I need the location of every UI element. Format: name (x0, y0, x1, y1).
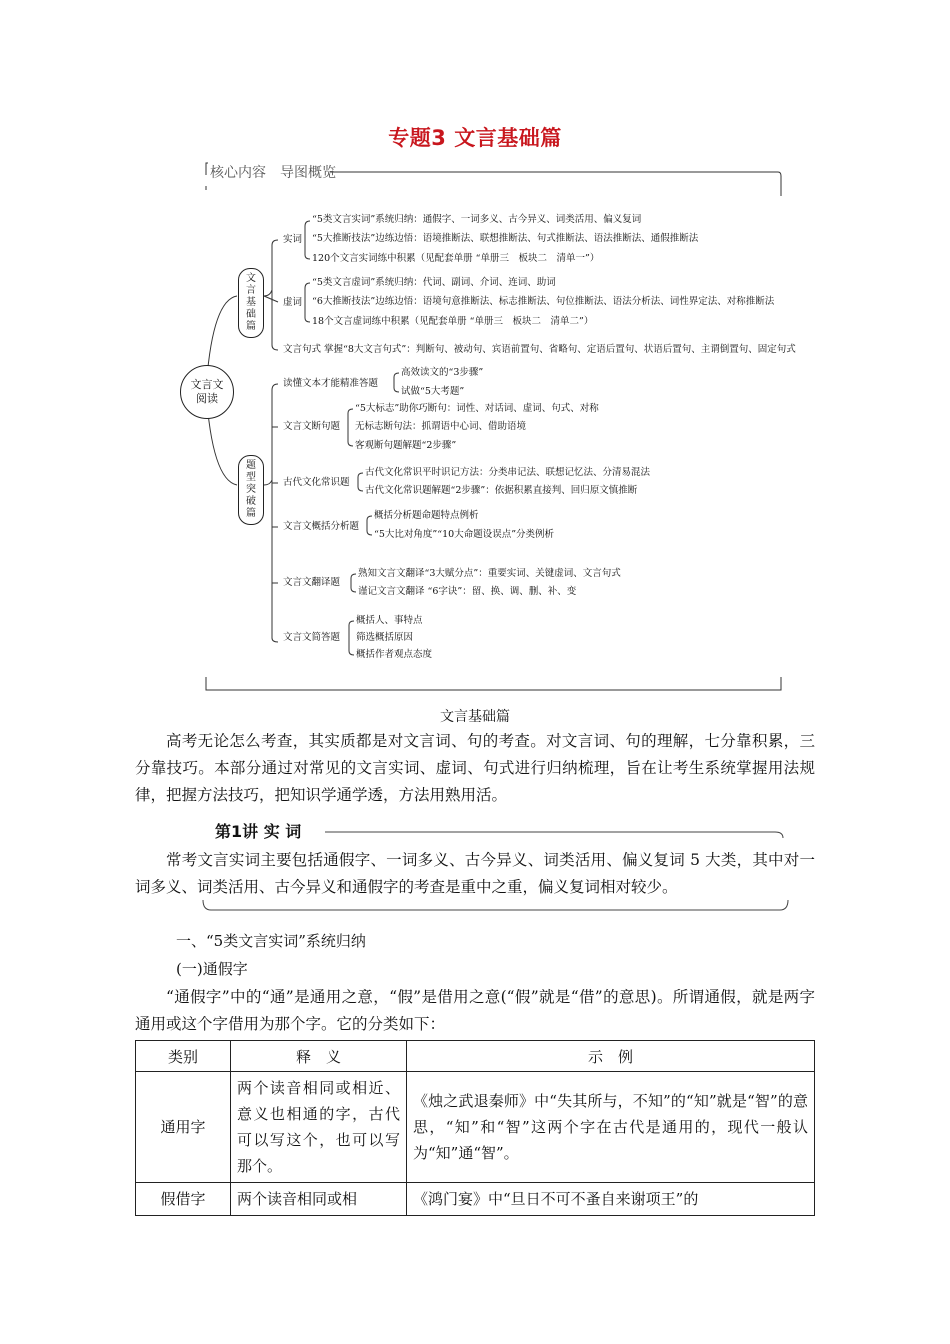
group-label: 文言文翻译题 (283, 577, 341, 588)
group-item: 无标志断句法：抓谓语中心词、借助语境 (355, 421, 527, 432)
xuci-item: “5类文言虚词”系统归纳：代词、副词、介词、连词、助词 (312, 277, 556, 288)
lecture-intro: 常考文言实词主要包括通假字、一词多义、古今异义、词类活用、偏义复词 5 大类，其中对一词多义、词类活用、古今异义和通假字的考查是重中之重，偏义复词相对较少。 (135, 851, 815, 896)
table-header: 类别 (136, 1041, 231, 1072)
shici-item: “5类文言实词”系统归纳：通假字、一词多义、古今异义、词类活用、偏义复词 (312, 214, 642, 225)
tongjia-table (135, 1040, 815, 1216)
group-item: 试做“5大考题” (401, 386, 465, 397)
group-label: 文言文断句题 (283, 421, 341, 432)
group-item: 概括作者观点态度 (356, 649, 433, 660)
branch-basic-node (238, 268, 264, 338)
root-label: 文言文阅读 (190, 378, 224, 405)
group-item: 概括分析题命题特点例析 (374, 510, 479, 521)
group-item: “5大比对角度”“10大命题设误点”分类例析 (374, 529, 555, 540)
page-title: 专题3 文言基础篇 (388, 126, 562, 150)
table-cell: 两个读音相同或相 (231, 1183, 407, 1216)
group-item: 古代文化常识平时识记方法：分类串记法、联想记忆法、分清易混法 (365, 467, 651, 478)
xuci-item: “6大推断技法”边练边悟：语境句意推断法、标志推断法、句位推断法、语法分析法、词性界定法、对称推断法 (312, 296, 775, 307)
group-item: 谨记文言文翻译 “6字诀”：留、换、调、删、补、变 (358, 586, 577, 597)
group-item: 客观断句题解题“2步骤” (355, 440, 457, 451)
table-cell: 两个读音相同或相近、意义也相通的字，古代可以写这个，也可以写那个。 (231, 1072, 407, 1183)
table-header: 示 例 (407, 1041, 815, 1072)
table-cell: 《鸿门宴》中“旦日不可不蚤自来谢项王”的 (407, 1183, 815, 1216)
group-label: 古代文化常识题 (283, 477, 350, 488)
shici-item: 120个文言实词练中积累（见配套单册 “单册三 板块二 清单一”） (312, 253, 600, 264)
subsection-heading: (一)通假字 (176, 960, 248, 978)
group-item: 熟知文言文翻译“3大赋分点”：重要实词、关键虚词、文言句式 (358, 568, 621, 579)
group-label: 文言文简答题 (283, 632, 341, 643)
table-cell: 《烛之武退秦师》中“失其所与，不知”的“知”就是“智”的意思，“知”和“智”这两个字在古代是通用的，现代一般认为“知”通“智”。 (407, 1072, 815, 1183)
table-cell: 通用字 (136, 1072, 231, 1183)
root-node (180, 365, 234, 419)
group-item: 高效读文的“3步骤” (401, 367, 484, 378)
group-label: 文言文概括分析题 (283, 521, 360, 532)
table-row (136, 1183, 815, 1216)
group-item: 古代文化常识题解题“2步骤”：依据积累直接判、回归原文慎推断 (365, 485, 638, 496)
section-heading: 一、“5类文言实词”系统归纳 (176, 932, 366, 950)
section-caption: 文言基础篇 (440, 709, 510, 725)
shici-label: 实词 (283, 234, 303, 245)
lecture-title: 第1讲 实 词 (215, 822, 302, 841)
intro-paragraph: 高考无论怎么考查，其实质都是对文言词、句的考查。对文言词、句的理解，七分靠积累，三分靠技巧。本部分通过对常见的文言实词、虚词、句式进行归纳梳理，旨在让考生系统掌握用法规律，把握方法技巧，把知识学通学透，方法用熟用活。 (135, 732, 815, 804)
branch-question-node (238, 455, 264, 525)
table-header: 释 义 (231, 1041, 407, 1072)
xuci-label: 虚词 (283, 297, 303, 308)
group-label: 读懂文本才能精准答题 (283, 378, 379, 389)
group-item: “5大标志”助你巧断句：词性、对话词、虚词、句式、对称 (355, 403, 599, 414)
table-cell: 假借字 (136, 1183, 231, 1216)
frame-label: 核心内容 导图概览 (210, 165, 336, 181)
jushi-line: 文言句式 掌握“8大文言句式”：判断句、被动句、宾语前置句、省略句、定语后置句、状语后置句、主谓倒置句、固定句式 (283, 344, 796, 355)
group-item: 概括人、事特点 (356, 615, 423, 626)
xuci-item: 18个文言虚词练中积累（见配套单册 “单册三 板块二 清单二”） (312, 316, 594, 327)
table-header-row (136, 1041, 815, 1072)
tongjia-intro: “通假字”中的“通”是通用之意，“假”是借用之意(“假”就是“借”的意思)。所谓通假，就是两字通用或这个字借用为那个字。它的分类如下： (135, 988, 815, 1033)
group-item: 筛选概括原因 (356, 632, 414, 643)
table-row (136, 1072, 815, 1183)
branch-question-label: 题型突破篇 (246, 460, 256, 519)
branch-basic-label: 文言基础篇 (246, 273, 256, 332)
shici-item: “5大推断技法”边练边悟：语境推断法、联想推断法、句式推断法、语法推断法、通假推断法 (312, 233, 699, 244)
